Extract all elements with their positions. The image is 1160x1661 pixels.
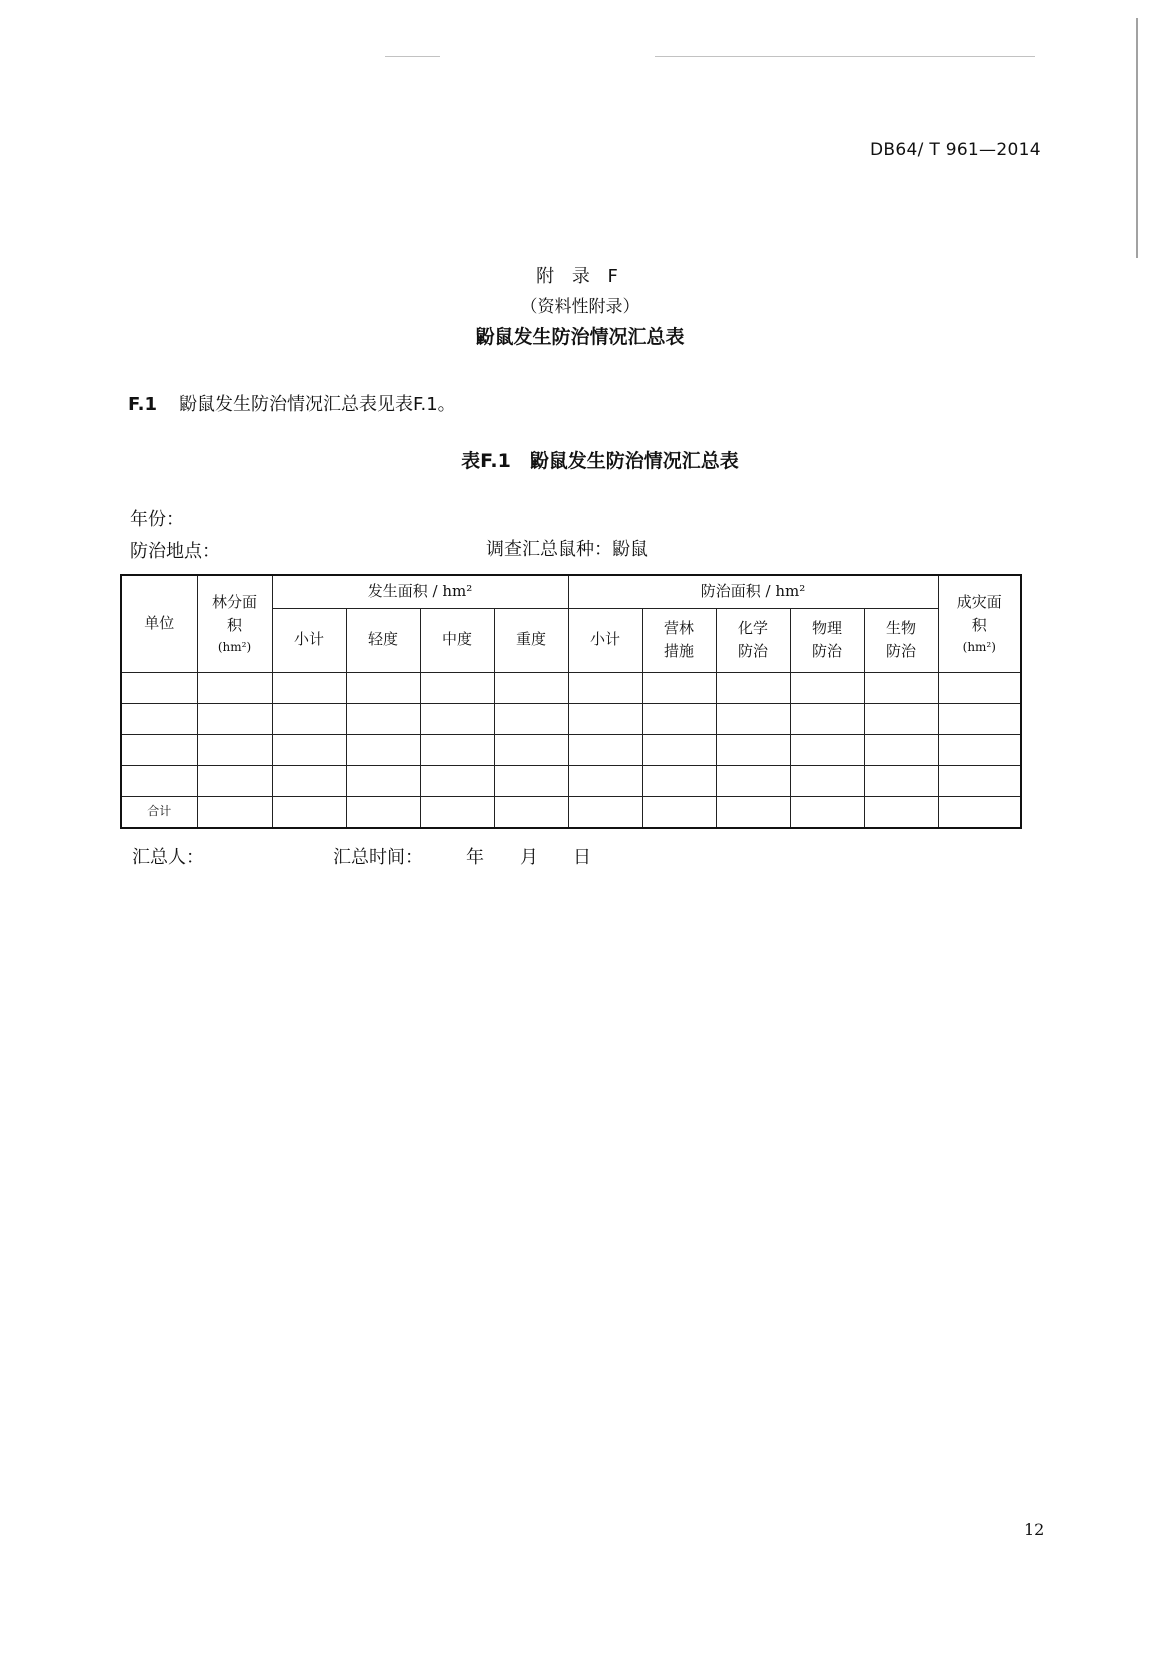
header-disaster-area-line1: 成灾面 [956,593,1002,612]
summary-table [120,574,1022,829]
species-field [486,535,648,561]
compiler-label: 汇总人： [132,847,204,868]
header-control-physical-line2: 防治 [811,642,842,660]
header-control-silviculture-line2: 措施 [663,642,694,660]
scan-dash [385,56,440,57]
document-id: DB64/ T 961—2014 [870,140,1041,160]
scan-dash [655,56,1035,57]
header-forest-area-line1: 林分面 [211,593,257,612]
appendix-type: （资料性附录） [520,297,640,317]
species-value: 鼢鼠 [612,539,648,560]
header-control-physical [790,608,864,672]
header-forest-area [197,575,272,672]
appendix-title: 鼢鼠发生防治情况汇总表 [475,326,685,348]
section-heading [128,390,456,416]
header-control-biological-line2: 防治 [886,642,917,660]
table-row [121,765,1021,796]
header-disaster-area-unit: (hm²) [962,639,996,654]
total-label: 合计 [121,796,197,828]
header-control-physical-line1: 物理 [811,618,842,637]
header-forest-area-line2: 积 [226,616,242,635]
header-disaster-area-line2: 积 [971,616,987,635]
compile-month: 月 [520,847,538,868]
header-occurrence-medium: 中度 [420,608,494,672]
header-control-biological [864,608,938,672]
table-row [121,672,1021,703]
section-number: F.1 [128,394,158,415]
species-label: 调查汇总鼠种： [486,539,612,560]
compile-time-label: 汇总时间： [333,847,423,868]
appendix-label: 附 录 F [536,266,624,287]
header-control-area: 防治面积 / hm² [568,575,938,608]
header-control-chemical-line1: 化学 [737,618,768,637]
header-occurrence-light: 轻度 [346,608,420,672]
scan-edge-line [1136,18,1138,258]
header-control-silviculture [642,608,716,672]
year-label: 年份： [130,509,184,530]
header-control-biological-line1: 生物 [886,618,917,637]
header-control-chemical-line2: 防治 [737,642,768,660]
header-control-chemical [716,608,790,672]
header-occurrence-heavy: 重度 [494,608,568,672]
header-control-subtotal: 小计 [568,608,642,672]
header-occurrence-subtotal: 小计 [272,608,346,672]
total-row [121,796,1021,828]
table-row [121,703,1021,734]
compile-day: 日 [573,847,591,868]
header-unit: 单位 [121,575,197,672]
compile-year: 年 [466,847,484,868]
header-occurrence-area: 发生面积 / hm² [272,575,568,608]
table-caption: 表F.1 鼢鼠发生防治情况汇总表 [461,450,739,472]
header-forest-area-unit: (hm²) [217,639,252,654]
page-number: 12 [1024,1520,1045,1539]
section-text: 鼢鼠发生防治情况汇总表见表F.1。 [179,394,456,415]
site-label: 防治地点： [130,541,220,562]
header-disaster-area [938,575,1021,672]
table-row [121,734,1021,765]
header-control-silviculture-line1: 营林 [663,618,694,637]
